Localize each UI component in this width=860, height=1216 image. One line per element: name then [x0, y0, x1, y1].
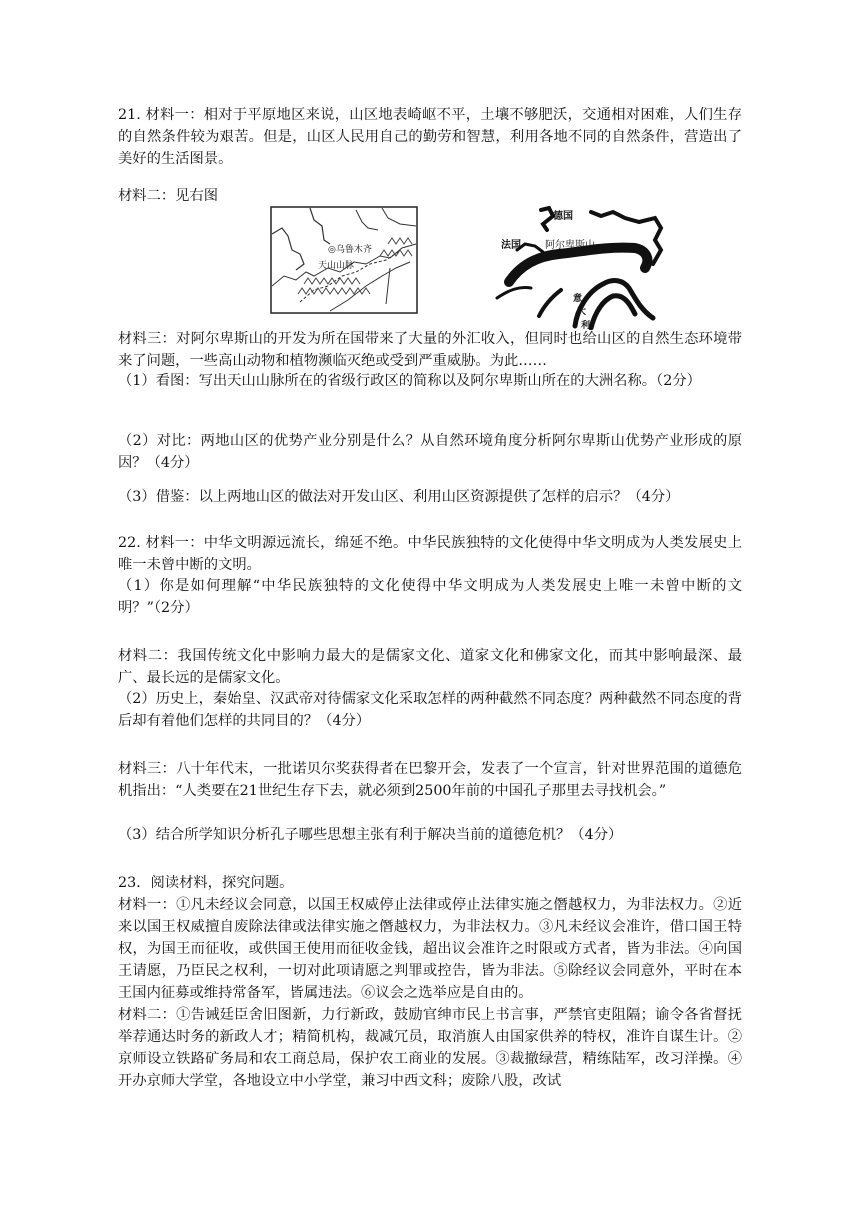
- tianshan-map: [270, 206, 418, 314]
- q22-question-2: （2）历史上，秦始皇、汉武帝对待儒家文化采取怎样的两种截然不同态度？两种截然不同态度的背后却有着他们怎样的共同目的？（4分）: [118, 691, 742, 729]
- q21-question-1: （1）看图：写出天山山脉所在的省级行政区的简称以及阿尔卑斯山所在的大洲名称。（2分）: [118, 373, 701, 389]
- q21-maps: [270, 206, 670, 330]
- italy-label-2: 大: [577, 307, 587, 317]
- q21-material-3: 材料三：对阿尔卑斯山的开发为所在国带来了大量的外汇收入，但同时也给山区的自然生态环境带来了问题，一些高山动物和植物濒临灭绝或受到严重威胁。为此……: [118, 331, 742, 369]
- q23-material-2: 材料二：①告诫廷臣舍旧图新，力行新政，鼓励官绅市民上书言事，严禁官吏阻隔；谕令各省督抚举荐通达时务的新政人才；精简机构，裁减冗员，取消旗人由国家供养的特权，准许自谋生计。②京师设立铁路矿务局和农工商总局，保护农工商业的发展。③裁撤绿营，精练陆军，改习洋操。④开办京师大学堂，各地设立中小学堂，兼习中西文科；废除八股，改试: [118, 1007, 742, 1089]
- q23-material-1: 材料一：①凡未经议会同意，以国王权威停止法律或停止法律实施之僭越权力，为非法权力。②近来以国王权威擅自废除法律或法律实施之僭越权力，为非法权力。③凡未经议会准许，借口国王特权，为国王而征收，或供国王使用而征收金钱，超出议会准许之时限或方式者，皆为非法。④向国王请愿，乃臣民之权利，一切对此项请愿之判罪或控告，皆为非法。⑤除经议会同意外，平时在本王国内征募或维持常备军，皆属违法。⑥议会之选举应是自由的。: [118, 897, 742, 1001]
- alps-label: 阿尔卑斯山: [545, 240, 595, 251]
- q22-material-2: 材料二：我国传统文化中影响力最大的是儒家文化、道家文化和佛家文化，而其中影响最深、最广、最长远的是儒家文化。: [118, 648, 742, 686]
- italy-label-3: 利: [581, 321, 591, 330]
- q22-material-1: 22. 材料一：中华文明源远流长，绵延不绝。中华民族独特的文化使得中华文明成为人类发展史上唯一未曾中断的文明。: [118, 535, 742, 573]
- q21-material-2: 材料二：见右图: [118, 188, 219, 204]
- germany-label: 德国: [553, 211, 573, 222]
- q22-question-1: （1）你是如何理解“中华民族独特的文化使得中华文明成为人类发展史上唯一未曾中断的文明？”（2分）: [118, 578, 742, 616]
- q22-question-3: （3）结合所学知识分析孔子哪些思想主张有利于解决当前的道德危机？（4分）: [118, 827, 623, 843]
- q22-material-3: 材料三：八十年代末，一批诺贝尔奖获得者在巴黎开会，发表了一个宣言，针对世界范围的道德危机指出：“人类要在21世纪生存下去，就必须到2500年前的中国孔子那里去寻找机会。”: [118, 761, 742, 799]
- urumqi-label: ◎乌鲁木齐: [328, 245, 372, 255]
- tianshan-label: 天山山脉: [318, 261, 355, 271]
- france-label: 法国: [501, 240, 521, 251]
- q23-heading: 23．阅读材料，探究问题。: [118, 875, 294, 891]
- q21-question-3: （3）借鉴：以上两地山区的做法对开发山区、利用山区资源提供了怎样的启示？（4分）: [118, 489, 680, 505]
- q21-material-1: 21. 材料一：相对于平原地区来说，山区地表崎岖不平，土壤不够肥沃，交通相对困难，人们生存的自然条件较为艰苦。但是，山区人民用自己的勤劳和智慧，利用各地不同的自然条件，营造出了美好的生活图景。: [118, 107, 742, 167]
- alps-map: [495, 206, 664, 330]
- italy-label-1: 意: [573, 294, 583, 304]
- q21-question-2: （2）对比：两地山区的优势产业分别是什么？从自然环境角度分析阿尔卑斯山优势产业形成的原因？（4分）: [118, 433, 742, 471]
